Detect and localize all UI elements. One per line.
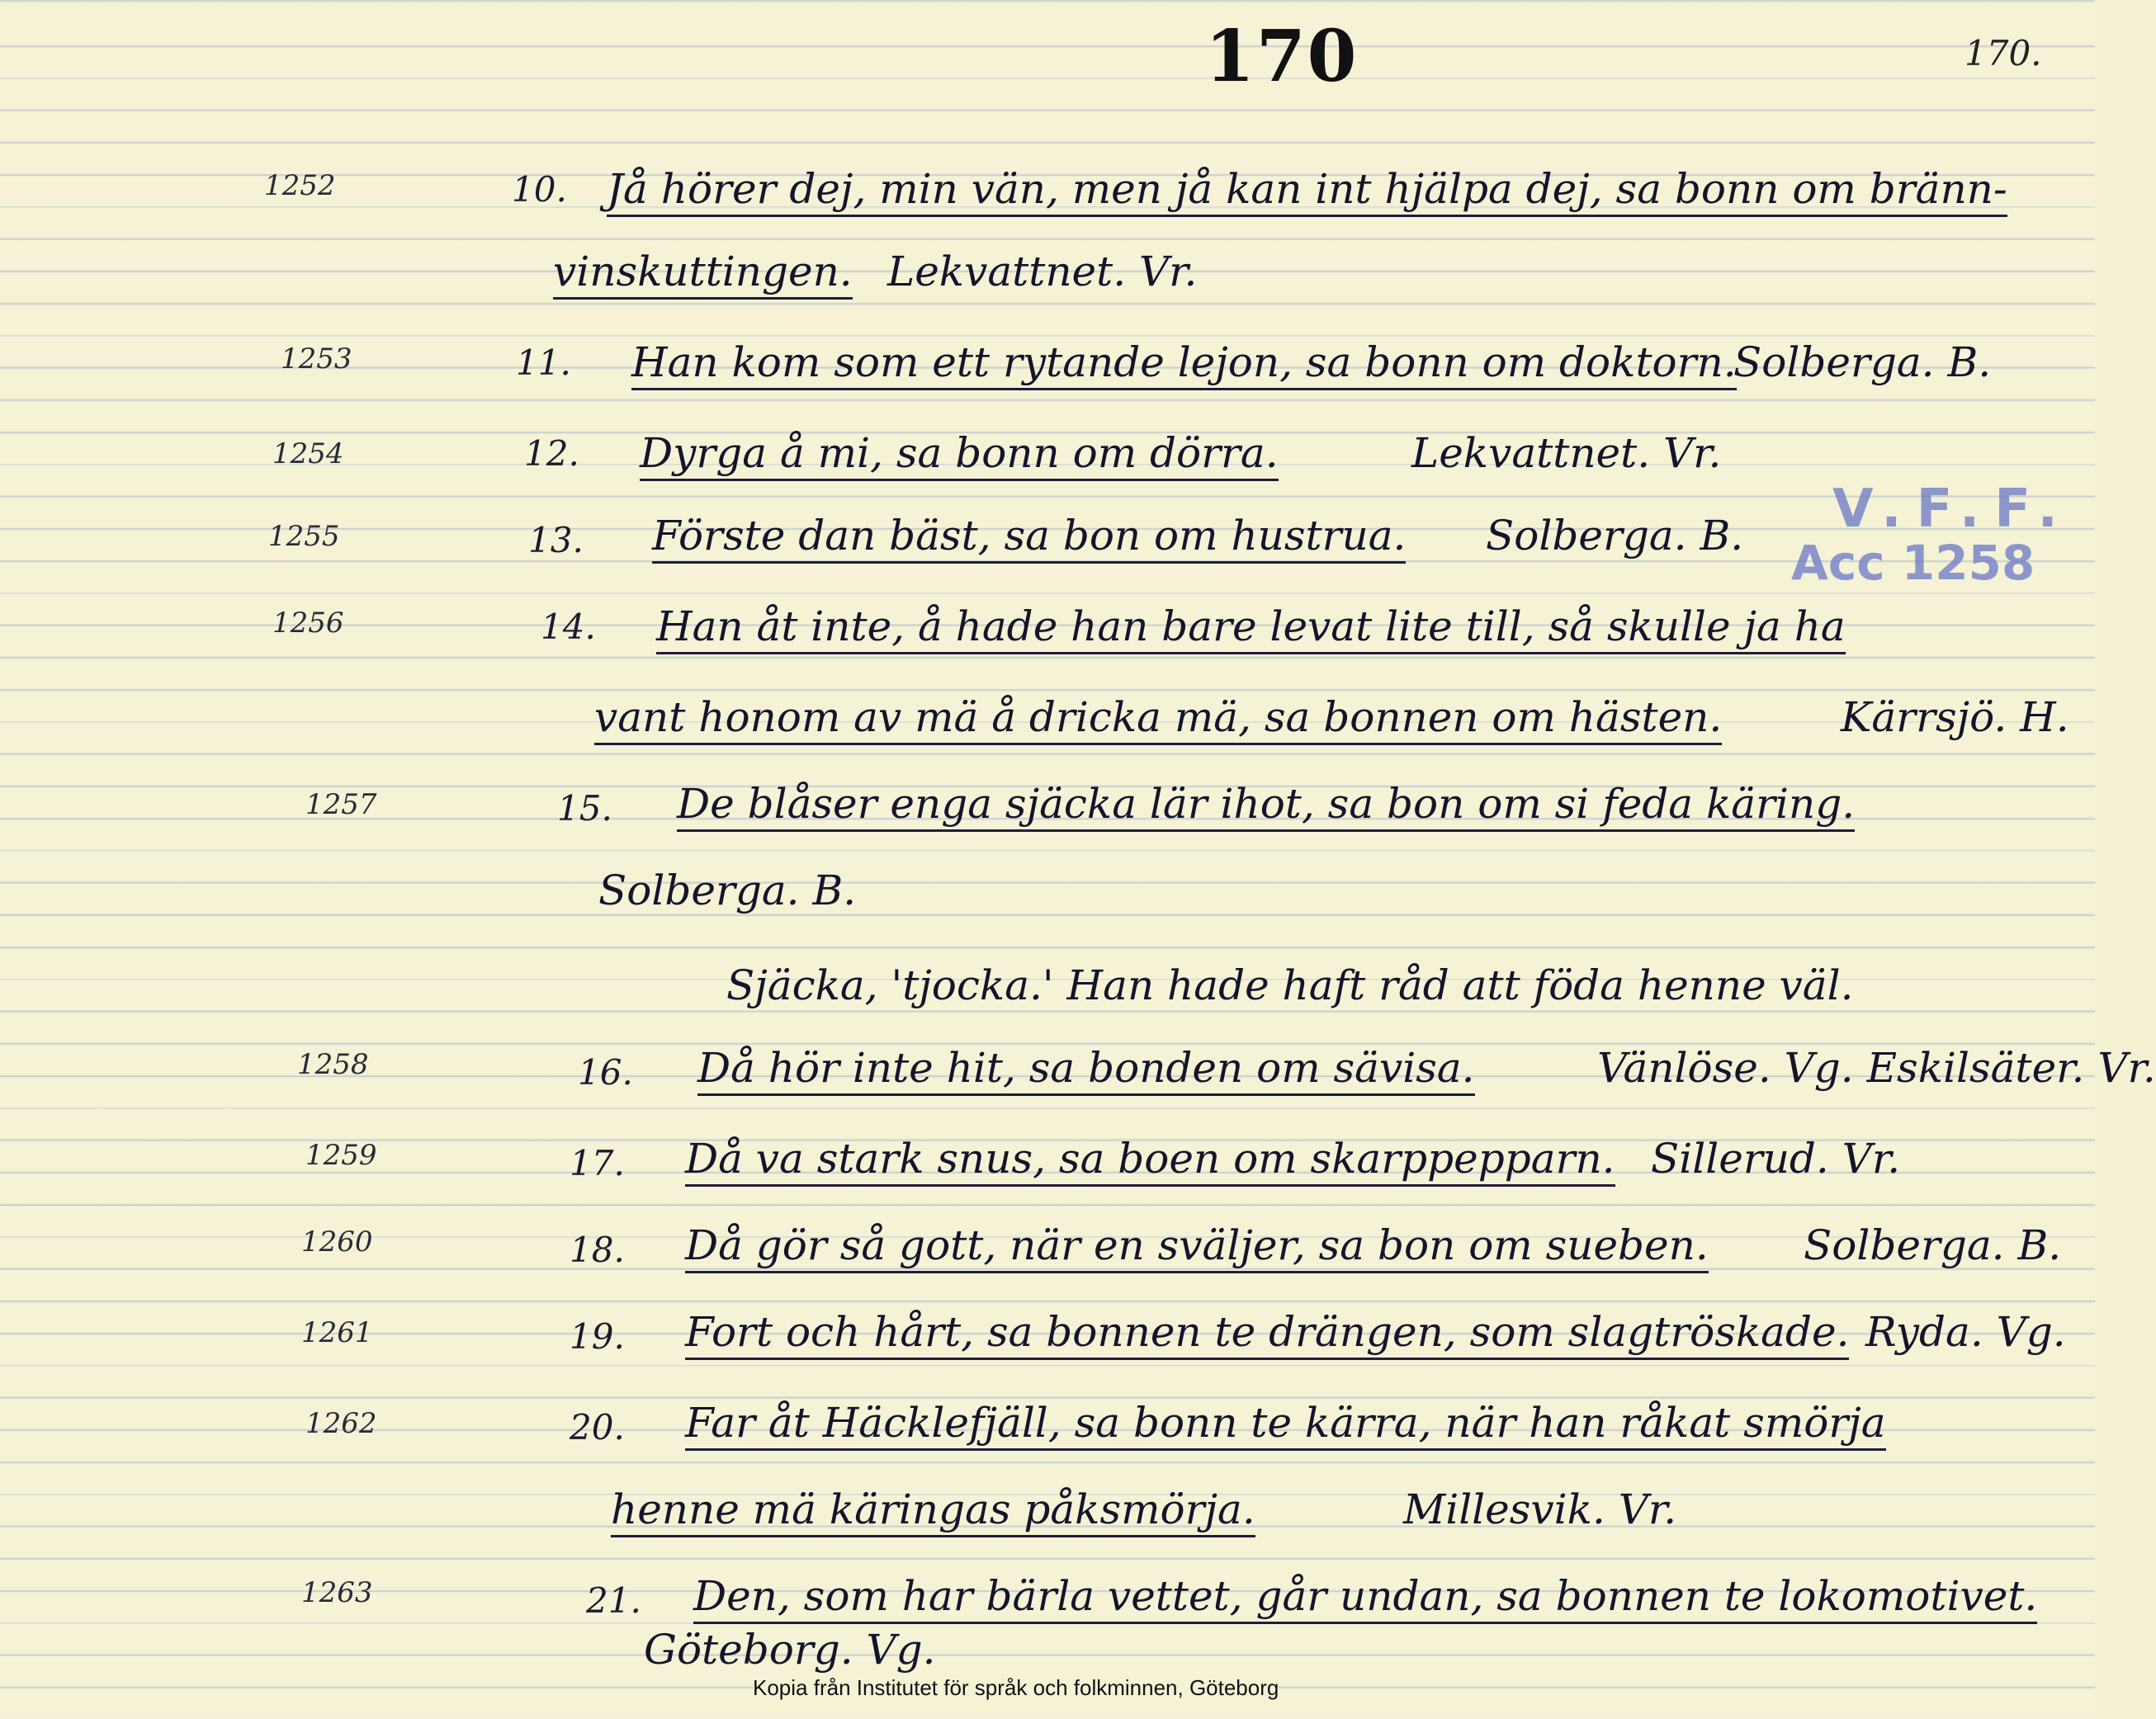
item-number: 12.: [524, 433, 579, 474]
entry-text-line: Förste dan bäst, sa bon om hustrua.: [652, 512, 1406, 564]
item-number: 13.: [528, 520, 584, 560]
item-number: 14.: [541, 607, 596, 647]
entry-place: Solberga. B.: [1804, 1221, 2062, 1269]
entry-place: Sillerud. Vr.: [1651, 1135, 1901, 1183]
entry-number: 1259: [305, 1139, 377, 1172]
entry-place: Kärrsjö. H.: [1841, 693, 2069, 741]
page-number-handwritten: 170.: [1965, 33, 2042, 73]
stamp-line-1: V.F.F.: [1832, 479, 2073, 540]
entry-number: 1260: [301, 1225, 373, 1259]
archive-stamp: [1791, 479, 2073, 591]
item-number: 10.: [512, 169, 567, 210]
item-number: 11.: [516, 342, 571, 383]
entry-number: 1261: [301, 1316, 373, 1349]
note-line: Sjäcka, 'tjocka.' Han hade haft råd att föda henne väl.: [726, 961, 1854, 1009]
entry-text-line: Dyrga å mi, sa bonn om dörra.: [640, 429, 1279, 481]
entry-text-line: Då va stark snus, sa boen om skarppepparn.: [685, 1135, 1615, 1187]
entry-place: Ryda. Vg.: [1865, 1308, 2066, 1356]
entry-number: 1253: [281, 342, 352, 375]
entry-text-line: Fort och hårt, sa bonnen te drängen, som slagtröskade.: [685, 1308, 1849, 1360]
entry-text-line: De blåser enga sjäcka lär ihot, sa bon om si feda käring.: [677, 780, 1855, 832]
entry-number: 1254: [272, 437, 344, 470]
entry-place: Vänlöse. Vg. Eskilsäter. Vr.: [1597, 1044, 2156, 1092]
entry-place: Solberga. B.: [598, 867, 857, 914]
entry-number: 1258: [297, 1048, 369, 1081]
entry-place: Solberga. B.: [1486, 512, 1744, 560]
item-number: 17.: [570, 1143, 625, 1183]
copy-notice: Kopia från Institutet för språk och folkminnen, Göteborg: [753, 1675, 1279, 1700]
entry-text-line: Far åt Häcklefjäll, sa bonn te kärra, när han råkat smörja: [685, 1399, 1886, 1451]
entry-text-line: Då gör så gott, när en sväljer, sa bon om sueben.: [685, 1221, 1709, 1273]
entry-text-line: Han kom som ett rytande lejon, sa bonn om doktorn.: [631, 338, 1737, 390]
entry-number: 1263: [301, 1576, 373, 1609]
entry-number: 1262: [305, 1407, 377, 1440]
entry-number: 1256: [272, 607, 344, 640]
entry-place: Lekvattnet. Vr.: [1411, 429, 1722, 477]
entry-text-line: Då hör inte hit, sa bonden om sävisa.: [697, 1044, 1475, 1096]
entry-number: 1255: [268, 520, 340, 553]
entry-text-line: Den, som har bärla vettet, går undan, sa bonnen te lokomotivet.: [693, 1572, 2037, 1624]
item-number: 16.: [578, 1052, 633, 1093]
entry-text-line: Göteborg. Vg.: [644, 1626, 936, 1674]
entry-text-line: vinskuttingen.: [553, 248, 853, 300]
item-number: 20.: [570, 1407, 625, 1447]
entry-text-line: Jå hörer dej, min vän, men jå kan int hjälpa dej, sa bonn om bränn-: [607, 165, 2007, 217]
entry-number: 1252: [264, 169, 336, 202]
page-number: 170: [1205, 15, 1359, 98]
entry-place: Lekvattnet. Vr.: [887, 248, 1198, 295]
entry-text-line: henne mä käringas påksmörja.: [611, 1485, 1255, 1537]
entry-number: 1257: [305, 788, 377, 821]
item-number: 15.: [557, 788, 612, 829]
entry-place: Millesvik. Vr.: [1403, 1485, 1677, 1533]
item-number: 18.: [570, 1230, 625, 1270]
item-number: 19.: [570, 1316, 625, 1357]
entry-text-line: vant honom av mä å dricka mä, sa bonnen om hästen.: [594, 693, 1722, 745]
entry-text-line: Han åt inte, å hade han bare levat lite till, så skulle ja ha: [656, 602, 1846, 654]
item-number: 21.: [586, 1580, 641, 1621]
stamp-line-2: Acc 1258: [1791, 535, 2035, 591]
entry-place: Solberga. B.: [1733, 338, 1992, 386]
